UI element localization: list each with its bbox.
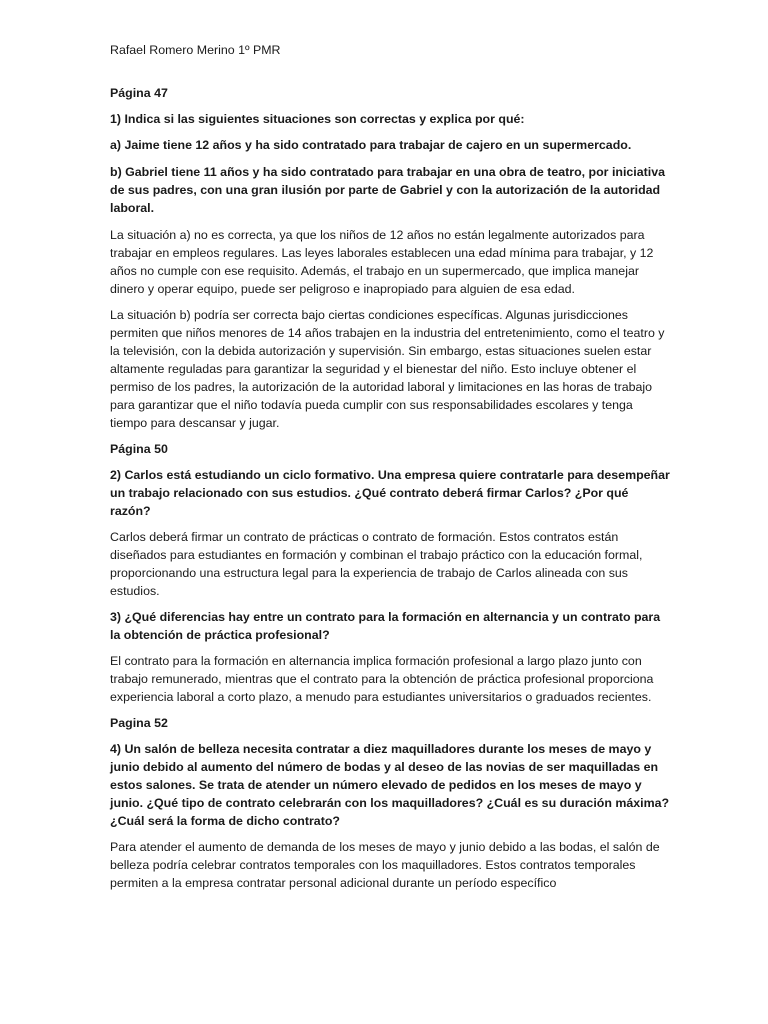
author-header: Rafael Romero Merino 1º PMR [110, 43, 281, 57]
question-4: 4) Un salón de belleza necesita contratar a diez maquilladores durante los meses de mayo y junio debido al aumento del número de bodas y al deseo de las novias de ser maquilladas en estos salones. Se trata de atender un número elevado de pedidos en los meses de mayo y junio. ¿Qué tipo de contrato celebrarán con los maquilladores? ¿Cuál es su duración máxima? ¿Cuál será la forma de dicho contrato? [110, 742, 670, 828]
page-label-47: Página 47 [110, 86, 168, 100]
page-label-50: Página 50 [110, 442, 168, 456]
document-page [110, 41, 670, 900]
question-1-item-a: a) Jaime tiene 12 años y ha sido contratado para trabajar de cajero en un supermercado. [110, 138, 632, 152]
page-label-52: Pagina 52 [110, 716, 168, 730]
answer-2: Carlos deberá firmar un contrato de prácticas o contrato de formación. Estos contratos están diseñados para estudiantes en formación y combinan el trabajo práctico con la educación formal, proporcionando una estructura legal para la experiencia de trabajo de Carlos alineada con sus estudios. [110, 530, 643, 598]
answer-3: El contrato para la formación en alternancia implica formación profesional a largo plazo junto con trabajo remunerado, mientras que el contrato para la obtención de práctica profesional proporciona experiencia laboral a corto plazo, a menudo para estudiantes universitarios o graduados recientes. [110, 654, 654, 704]
answer-4: Para atender el aumento de demanda de los meses de mayo y junio debido a las bodas, el salón de belleza podría celebrar contratos temporales con los maquilladores. Estos contratos temporales permiten a la empresa contratar personal adicional durante un período específico [110, 840, 660, 890]
question-1-item-b: b) Gabriel tiene 11 años y ha sido contratado para trabajar en una obra de teatro, por iniciativa de sus padres, con una gran ilusión por parte de Gabriel y con la autorización de la autoridad laboral. [110, 165, 665, 215]
answer-1-a: La situación a) no es correcta, ya que los niños de 12 años no están legalmente autorizados para trabajar en empleos regulares. Las leyes laborales establecen una edad mínima para trabajar, y 12 años no cumple con ese requisito. Además, el trabajo en un supermercado, que implica manejar dinero y operar equipo, puede ser peligroso e inapropiado para alguien de esa edad. [110, 228, 654, 296]
answer-1-b: La situación b) podría ser correcta bajo ciertas condiciones específicas. Algunas jurisdicciones permiten que niños menores de 14 años trabajen en la industria del entretenimiento, como el teatro y la televisión, con la debida autorización y supervisión. Sin embargo, estas situaciones suelen estar altamente reguladas para garantizar la seguridad y el bienestar del niño. Esto incluye obtener el permiso de los padres, la autorización de la autoridad laboral y limitaciones en las horas de trabajo para garantizar que el niño todavía pueda cumplir con sus responsabilidades escolares y tenga tiempo para descansar y jugar. [110, 308, 665, 430]
question-2: 2) Carlos está estudiando un ciclo formativo. Una empresa quiere contratarle para desempeñar un trabajo relacionado con sus estudios. ¿Qué contrato deberá firmar Carlos? ¿Por qué razón? [110, 468, 670, 518]
question-3: 3) ¿Qué diferencias hay entre un contrato para la formación en alternancia y un contrato para la obtención de práctica profesional? [110, 610, 661, 642]
question-1: 1) Indica si las siguientes situaciones son correctas y explica por qué: [110, 112, 525, 126]
